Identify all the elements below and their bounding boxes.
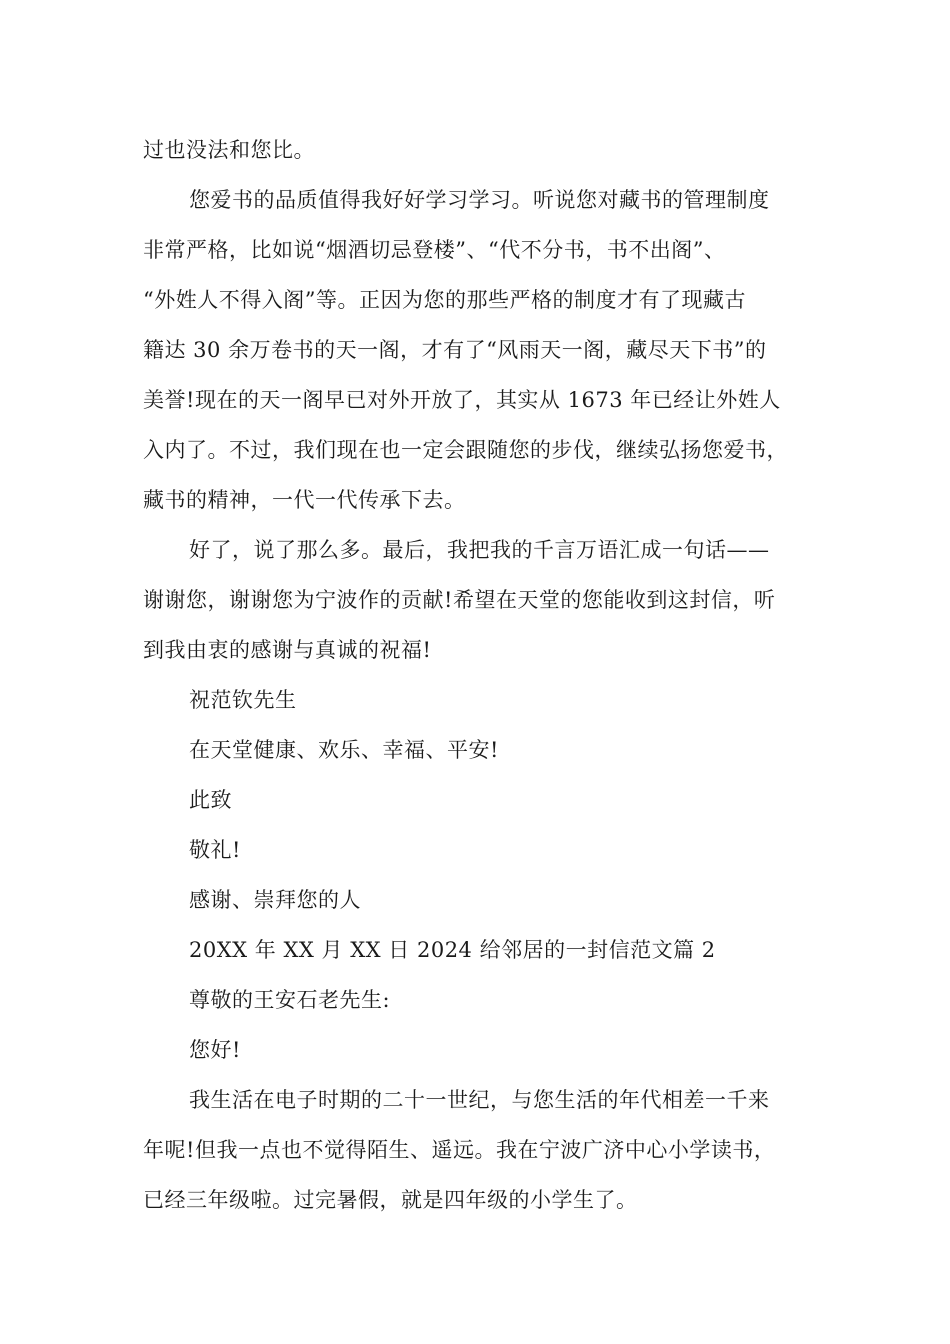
paragraph-start: 您爱书的品质值得我好好学习学习。听说您对藏书的管理制度 [189,188,770,212]
signature-line: 感谢、崇拜您的人 [189,888,361,912]
paragraph-start: 我生活在电子时期的二十一世纪，与您生活的年代相差一千来 [189,1088,770,1112]
text-line: 已经三年级啦。过完暑假，就是四年级的小学生了。 [143,1188,638,1212]
text-line: 籍达 30 余万卷书的天一阁，才有了“风雨天一阁，藏尽天下书”的 [143,338,767,362]
salutation-line: 尊敬的王安石老先生: [189,988,391,1012]
text-line: “外姓人不得入阁”等。正因为您的那些严格的制度才有了现藏古 [143,288,746,312]
closing-line: 此致 [189,788,232,812]
text-line: 年呢!但我一点也不觉得陌生、遥远。我在宁波广济中心小学读书， [143,1138,776,1162]
text-line: 谢谢您，谢谢您为宁波作的贡献!希望在天堂的您能收到这封信，听 [143,588,776,612]
text-line: 藏书的精神，一代一代传承下去。 [143,488,466,512]
closing-line: 敬礼! [189,838,241,862]
text-line: 过也没法和您比。 [143,138,315,162]
text-line: 美誉!现在的天一阁早已对外开放了，其实从 1673 年已经让外姓人 [143,388,781,412]
paragraph-start: 好了，说了那么多。最后，我把我的千言万语汇成一句话—— [189,538,770,562]
text-line: 非常严格，比如说“烟酒切忌登楼”、“代不分书，书不出阁”、 [143,238,726,262]
text-line: 入内了。不过，我们现在也一定会跟随您的步伐，继续弘扬您爱书， [143,438,788,462]
closing-line: 祝范钦先生 [189,688,297,712]
date-and-heading-line: 20XX 年 XX 月 XX 日 2024 给邻居的一封信范文篇 2 [189,938,716,962]
closing-line: 在天堂健康、欢乐、幸福、平安! [189,738,499,762]
greeting-line: 您好! [189,1038,241,1062]
text-line: 到我由衷的感谢与真诚的祝福! [143,638,432,662]
